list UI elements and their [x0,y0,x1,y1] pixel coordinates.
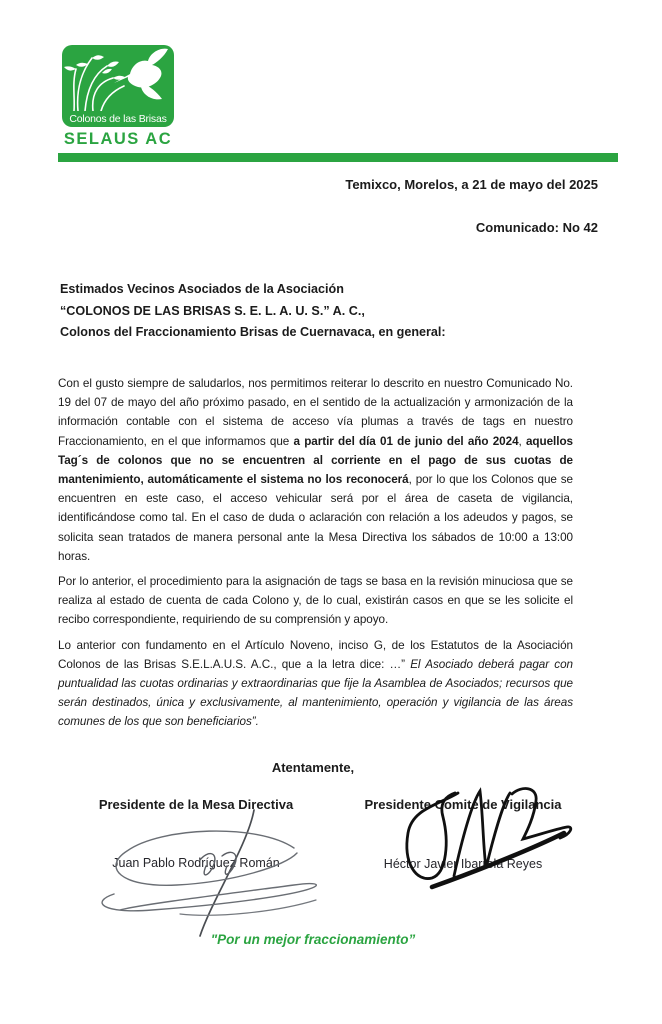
recipient-line-1: Estimados Vecinos Asociados de la Asociación [60,282,344,296]
date-line: Temixco, Morelos, a 21 de mayo del 2025 [345,177,598,192]
logo-acronym: SELAUS AC [63,130,173,148]
right-signer-title: Presidente Comité de Vigilancia [364,797,562,812]
p3-statute-quote: El Asociado deberá pagar con puntualidad las cuotas ordinarias y extraordinarias que fije la Asamblea de Asociados; recursos que serán destinados, única y exclusivamente, al mantenimiento, operación y vigilancia de las áreas comunes de los que son beneficiarios”. [58,657,573,729]
recipient-block [60,279,600,344]
closing-salutation: Atentamente, [271,760,355,775]
recipient-line-2: “COLONOS DE LAS BRISAS S. E. L. A. U. S.” A. C., [60,303,365,318]
paragraph-3 [58,636,573,732]
p1-bold-warning: aquellos Tag´s de colonos que no se encuentren al corriente en el pago de sus cuotas de mantenimiento, automáticamente el sistema no los reconocerá [58,434,573,487]
p1-rest: , por lo que los Colonos que se encuentren en este caso, el acceso vehicular será por el área de caseta de vigilancia, identificándose como tal. En el caso de duda o aclaración con relación a los adeudos y pagos, se solicita sean tratados de manera personal ante la Mesa Directiva los sábados de 10:00 a 13:00 horas. [58,473,573,563]
p3-intro: Lo anterior con fundamento en el Artículo Noveno, inciso G, de los Estatutos de la Asociación Colonos de las Brisas S.E.L.A.U.S. A.C., que a la letra dice: …” [58,638,573,671]
logo-org-name: Colonos de las Brisas [69,113,167,125]
slogan: "Por un mejor fraccionamiento” [210,932,416,947]
p1-separator: , [518,434,526,448]
paragraph-1 [58,374,573,566]
p1-bold-date: a partir del día 01 de junio del año 2024 [293,434,519,448]
header-rule [58,153,618,162]
left-signer-name: Juan Pablo Rodríguez Román [112,856,280,870]
left-signer-title: Presidente de la Mesa Directiva [98,797,294,812]
org-logo [62,45,174,127]
letter-body [58,374,573,738]
signature-left-icon [82,804,332,939]
p1-intro: Con el gusto siempre de saludarlos, nos permitimos reiterar lo descrito en nuestro Comunicado No. 19 del 07 de mayo del año próximo pasado, en el sentido de la actualización y armonización de la información contable con el sistema de acceso vía plumas a través de tags en nuestro Fraccionamiento, en el que informamos que [58,377,573,448]
right-signer-name: Héctor Javier Ibarrola Reyes [383,857,543,871]
signature-right-icon [346,783,618,895]
paragraph-2: Por lo anterior, el procedimiento para la asignación de tags se basa en la revisión minuciosa que se realiza al estado de cuenta de cada Colono y, de lo cual, existirán casos en que se les solicite el recibo correspondiente, requiriendo de su comprensión y apoyo. [58,575,573,627]
recipient-line-3: Colonos del Fraccionamiento Brisas de Cuernavaca, en general: [60,325,446,339]
hummingbird-flowers-icon [62,45,174,111]
comunicado-number: Comunicado: No 42 [475,220,598,235]
